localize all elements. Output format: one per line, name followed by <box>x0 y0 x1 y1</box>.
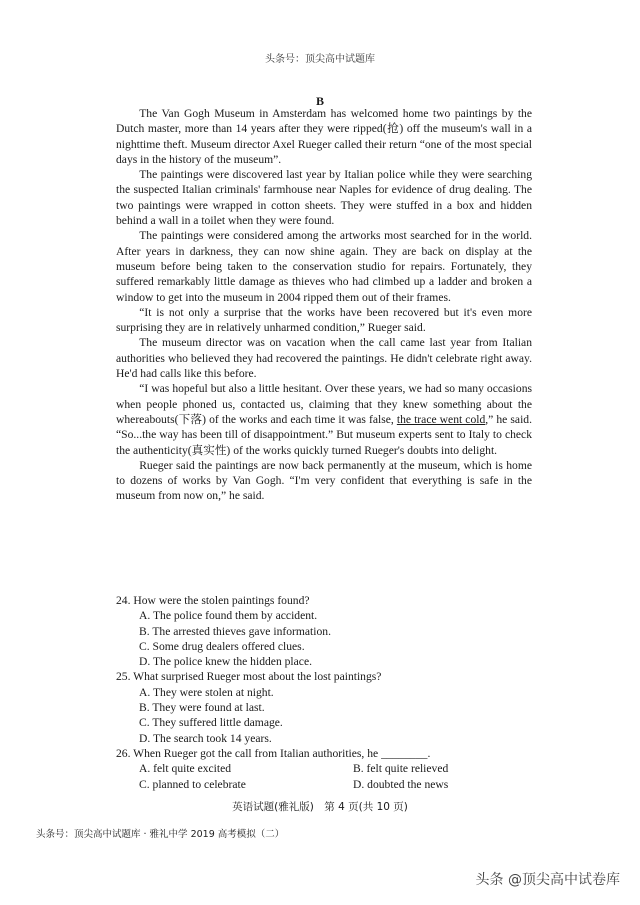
question-list <box>116 593 536 792</box>
passage-paragraph: The paintings were discovered last year by Italian police while they were searching the suspected Italian criminals' farmhouse near Naples for evidence of drug dealing. The two paintings were wrapped in cotton sheets. They were stuffed in a box and hidden behind a wall in a toilet when they were found. <box>116 168 532 228</box>
passage-text: “I was hopeful but also a little hesitant. Over these years, we had so many occasions when people phoned us, contacted us, claiming that they knew something about the whereabouts(下落) of the works and each time it was false, <box>116 382 532 426</box>
option-a: A. felt quite excited <box>139 762 232 776</box>
question <box>116 669 536 745</box>
passage-paragraph: The museum director was on vacation when the call came last year from Italian authorities who believed they had recovered the paintings. He didn't celebrate right away. He'd had calls like this before. <box>116 336 532 381</box>
option-a: A. The police found them by accident. <box>139 609 318 623</box>
option-b: B. They were found at last. <box>139 701 265 715</box>
section-label: B <box>315 94 324 108</box>
passage-paragraph: “It is not only a surprise that the works have been recovered but it's even more surprising they are in relatively unharmed condition,” Rueger said. <box>116 305 532 335</box>
option-d: D. doubted the news <box>353 777 449 791</box>
option-d: D. The police knew the hidden place. <box>139 655 312 669</box>
question <box>116 746 536 792</box>
question <box>116 593 536 669</box>
option-row <box>139 777 536 792</box>
watermark: 头条 @顶尖高中试卷库 <box>475 872 620 888</box>
page-footer: 英语试题(雅礼版) 第 4 页(共 10 页) <box>232 801 408 813</box>
bottom-source-line: 头条号：顶尖高中试题库 · 雅礼中学 2019 高考模拟（二） <box>36 829 285 840</box>
source-header: 头条号：顶尖高中试题库 <box>265 54 375 65</box>
passage-paragraph: The paintings were considered among the artworks most searched for in the world. After years in darkness, they can now shine again. They are back on display at the museum before being taken to the conservation studio for repairs. Fortunately, they suffered remarkably little damage as thieves who had climbed up a ladder and broken a window to get into the museum in 2004 ripped them out of their frames. <box>116 229 532 304</box>
option-row <box>139 761 536 776</box>
reading-passage <box>116 106 532 504</box>
option-d: D. The search took 14 years. <box>139 731 272 745</box>
question-stem: 26. When Rueger got the call from Italian authorities, he ________. <box>116 746 431 760</box>
underlined-phrase: the trace went cold <box>396 412 486 426</box>
passage-paragraph <box>116 381 532 457</box>
option-a: A. They were stolen at night. <box>139 685 274 699</box>
option-b: B. felt quite relieved <box>353 762 449 776</box>
passage-paragraph: The Van Gogh Museum in Amsterdam has welcomed home two paintings by the Dutch master, more than 14 years after they were ripped(抢) off the museum's wall in a nighttime theft. Museum director Axel Rueger called their return “one of the most special days in the history of the museum”. <box>116 107 532 166</box>
option-b: B. The arrested thieves gave information. <box>139 624 331 638</box>
question-stem: 25. What surprised Rueger most about the lost paintings? <box>116 670 382 684</box>
passage-paragraph: Rueger said the paintings are now back permanently at the museum, which is home to dozens of works by Van Gogh. “I'm very confident that everything is safe in the museum from now on,” he said. <box>116 458 532 503</box>
option-c: C. Some drug dealers offered clues. <box>139 639 305 653</box>
option-c: C. planned to celebrate <box>139 777 246 791</box>
option-c: C. They suffered little damage. <box>139 716 283 730</box>
passage-text: ,” he said. “So...the way has been till of disappointment.” But museum experts sent to Italy to check the authenticity(真实性) of the works quickly turned Rueger's doubts into delight. <box>116 412 532 457</box>
question-stem: 24. How were the stolen paintings found? <box>116 594 310 607</box>
